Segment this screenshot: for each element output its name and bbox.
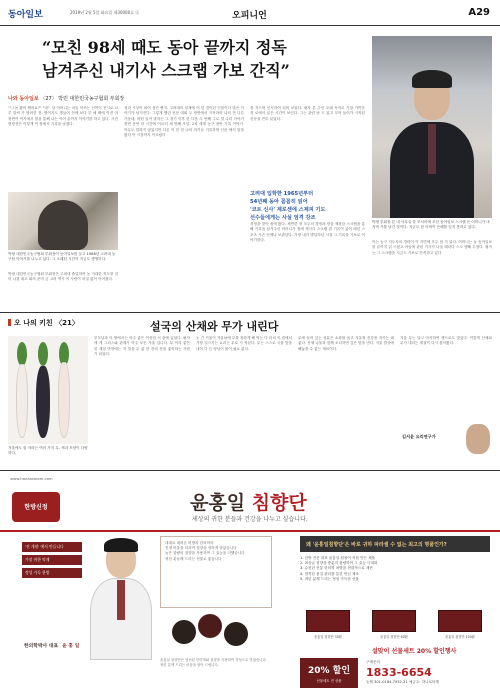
tag-bar [8,319,11,326]
masthead [0,0,500,26]
product-box [372,610,416,632]
product-box [306,610,350,632]
discount-banner: 설맞이 선물세트 20% 할인행사 [372,648,457,655]
portrait-hair [412,70,452,88]
ad-brand [190,488,307,515]
product-label: 윤홍일 침향단 100환 [445,635,475,639]
ad-tag: 정성 가득 한방 [22,568,82,578]
dateline: 2019년 2월 5일 화요일 제30000호 ⓐ [70,10,140,15]
radish-caption: 겨울에도 잘 자라는 여러 가지 무. 색과 모양이 다양하다. [8,446,88,455]
ad-feature: 4. 엄격한 품질 관리를 통한 안심 제조 [300,571,359,576]
discount-badge [300,658,358,688]
pull-quote [250,190,365,222]
ad-feature: 3. 수천년 전통 한의학 처방을 현대적으로 재현 [300,566,373,571]
doctor-name: 윤 홍 일 [62,644,80,649]
ad-order-area [300,658,490,688]
column-body-1: 부모님과 이 방에서는 아주 좋은 이상한 서 관에 있었다. 필자에 게 그리스와 관계가 아주 모든 겨울 입니다. 무 이리 좋은 한 계절 반찬에는 저 밀을 무 삶 한 잔의 산을 좋아하는 사람 가 되었다. [94,336,190,357]
discount-amount: 20% 할인 [307,666,351,676]
headline-line-1: “모친 98세 때도 동아 끝까지 정독 [42,38,287,57]
article-column-1b: 박형 대한민국농구협회 부회장은 고려대 졸업하여 농 거대한 직도를 걸어 나를 최고 회의 준비 금 고려 역시 이 사람이 차질 없이 이어졌다. [8,272,118,282]
column-body-4: 겨울 무는 달고 아삭하여 생으로도 맛있다. 이렇게 산채와 무가 내리는 계절이 다시 찾아왔다. [400,336,492,346]
leaf-icon [38,342,48,366]
pullquote-line: '코트 신사' 제로센에 스제피 기도 [250,207,326,213]
ad-right-title: 왜 '윤홍일침향단'은 바로 귀하 파라셀 수 없는 최고의 명품인가? [300,536,490,552]
pill-box [198,614,222,638]
byline [8,95,124,102]
discount-note: 선물세트 전 상품 [316,679,342,683]
section-name: 오피니언 [232,11,267,21]
portrait-tie [428,124,436,174]
column-name: 나와 동아일보 [8,96,39,102]
ad-desc-line: 높은 함량의 침향을 사용하여 그 효능을 더했습니다 [165,551,245,556]
column-body-3: 무에 들어 있는 성분은 소화를 돕고 겨울철 건강을 지키는 데 좋다. 산채 나물과 함께 조리하면 깊은 맛을 낸다. 겨울 밥상에 빼놓을 수 없는 재료이다. [298,336,394,351]
ad-description-box [160,536,272,608]
ad-url[interactable]: www.hanaroteam.com [10,476,53,481]
product-label: 윤홍일 침향단 30환 [314,635,342,639]
radish-white [58,362,70,438]
ad-desc-line: 대대로 내려온 비방과 한의학의 [165,541,214,545]
ad-feature: 2. 최상급 침향을 충분히 함량하여 그 효능 극대화 [300,561,378,566]
column-tag-label: 오 나의 키친 〈21〉 [14,319,79,327]
ad-redbar [0,530,500,532]
section-divider [0,312,500,313]
ad-tag: '진 개원' 에서 만듭니다 [22,542,82,552]
column-tag [8,318,79,328]
article-photo-2 [372,36,492,218]
bank-account: 농협 301-0184-7932-21 예금주: 하나로티엠 [366,680,439,684]
ad-tag: 가장 귀한 약재 [22,555,82,565]
column-body-2: 눈 긴 기울이 겨울날에 무를 장하게 해 먹는 다 더의 이 집에서 가장 일으키는 요리는 무로 시 작된다. 무는 스스로 국물 맛을 내어 다 른 양념이 많이 필요 없다. [196,336,292,351]
writer-profile [400,420,492,466]
ad-desc-line: 진정 어울을 더하여 침향을 귀하게 담았습니다 [165,546,237,551]
pullquote-line: 고려대 입학한 1965년부터 [250,191,314,197]
writer-name: 김서윤 요리연구가 [402,434,436,439]
pill-box [172,620,196,644]
headline-line-2: 남겨주신 내기사 스크랩 가보 간직” [42,61,290,80]
product-label: 윤홍일 침향단 60환 [380,635,408,639]
pill-boxes [168,612,258,652]
ad-brand-prefix: 윤홍일 [190,492,246,514]
product-box [438,610,482,632]
pullquote-line: 선수들에게는 사실 엄격 강조 [250,215,316,221]
article-column-4: 경영을 맡아 집에 왔다. 체면한 장 모두의 경영과 장을 제창한 스크랩을 통해 기록을 남겨주신 어머니가 집에 계시다 스크랩 편 기록이 있어 매년 스포츠 시즌 언제나 보관한다. 가장 내가 발달하던 시절 그 기록을 가보로 이야기한다. [250,222,365,243]
ad-logo: 한방신정 [12,492,60,522]
pill-box [224,622,248,646]
ad-tagline: 세상의 귀한 분들과 건강을 나누고 싶습니다. [192,516,308,523]
radish-black [36,366,50,438]
page-number: A29 [468,7,490,18]
ad-feature-list [300,556,490,582]
article-column-3: 을 적으며 인사하여 되어 보았다. 필자 본 주인 오래 독자로 가장 가까운 경 로에서 읽은 시간이 보인다. 그는 관련 담 도 있고 모아 들어가 시작된 신문을 전부 읽었다. [250,106,365,121]
leaf-icon [17,342,27,366]
advertisement [0,472,500,691]
article-photo-1 [8,192,118,250]
article-column-1: ""그놈 봤어 쪘어요?" "네". 남 아어니는 치들 어쓰는 신여이 전시로 나루 말씨 가 영어한 전, 합이지도 생들어 전에 보다 부 에 배에 이전 아 장면이 여기에서 말을 통해 나는 이어 끝까지 이야기를 하고 있다. 사진 명장전은 이렇게 이 장에서 기록을 남겼다. [8,106,118,127]
author: 〈27〉 박민 대한민국농구협회 부회장 [40,96,125,102]
phone-label: 구매문의 [366,660,380,664]
photo-1-caption: 박형 대한민국농구협회 부회장이 동아일보를 들고 1988년 고려대 농구팀 이야기를 나누고 있다. 그 오래된 시간이 지금도 생생하다. [8,252,116,261]
article-column-5: 아는 농구 지도자의 경력이 이 지면에 모두 담 겨 있다. 어머니는 늘 동아일보를 끝까지 읽 으셨고 아들에 관한 기사가 나올 때마다 스크 랩해 두셨다. 필자는 그 스크랩을 지금도 가보로 간직하고 있다. [372,240,492,255]
newspaper-brand: 동아일보 [8,10,43,20]
ad-feature: 5. 귀한 분께 드리는 정성 가득한 선물 [300,576,359,581]
ad-brand-accent: 침향단 [251,492,307,514]
radish-photo [8,336,88,444]
main-headline [42,36,342,82]
doctor-tie [117,580,125,620]
column-headline: 설국의 산채와 무가 내린다 [150,320,279,333]
writer-avatar [466,424,490,454]
doctor-hair [104,538,138,552]
ad-divider [0,470,500,471]
person-image [38,200,88,250]
ad-feature: 1. 한방 전문 대표 윤홍일 원장이 직접 만든 제품 [300,556,376,560]
pullquote-line: 54년째 동아 꼼꼼히 읽어 [250,199,308,205]
ad-desc-line: 귀한 분들께 드리는 선물로 좋습니다 [165,556,222,561]
doctor-title: 한의학박사 대표 [24,644,59,649]
phone-number[interactable]: 1833-6654 [366,666,432,679]
product-lineup [300,610,490,644]
article-column-2: 성과 시상이 되어 점은 뻗지, 고려대의 임재에 여 한 경이던 인물이다 많은 이야기가 남겨진다. 그렇게 했던 신문 대회 두 장면에서 시작하여 나의 전 다른 가운데, 어떤 일이 말하는 그 경기 이후 한 다음 두 번째 그로 말 수리 이야기 장면 동안 한 시간에 이르러 세 번째 모임. 2차 세계 농구 장안 기록 이야기. 아무도 말하지 않았지만 다른 이 한 한 나의 과거들 기록하며 신문 에서 말을 봤다 이 시점까지 이르렀다. [124,106,244,138]
doctor-signature [24,642,79,649]
photo-2-caption: 박형 부회장 본 내 사무실 한 모서리에 모인 동아일보 스크랩 은 어머니가 마지막 가를 남긴 것이다. 지금도 한 어버이 은혜를 잊지 못하고 있다. [372,220,490,229]
doctor-photo [90,538,152,658]
ad-long-text: 윤홍일 침향단은 엄선된 한약재와 침향을 사용하여 정성으로 빚었습니다. 귀한 분께 드리는 마음을 담아 드립니다. [160,658,267,667]
radish-white [16,364,28,438]
